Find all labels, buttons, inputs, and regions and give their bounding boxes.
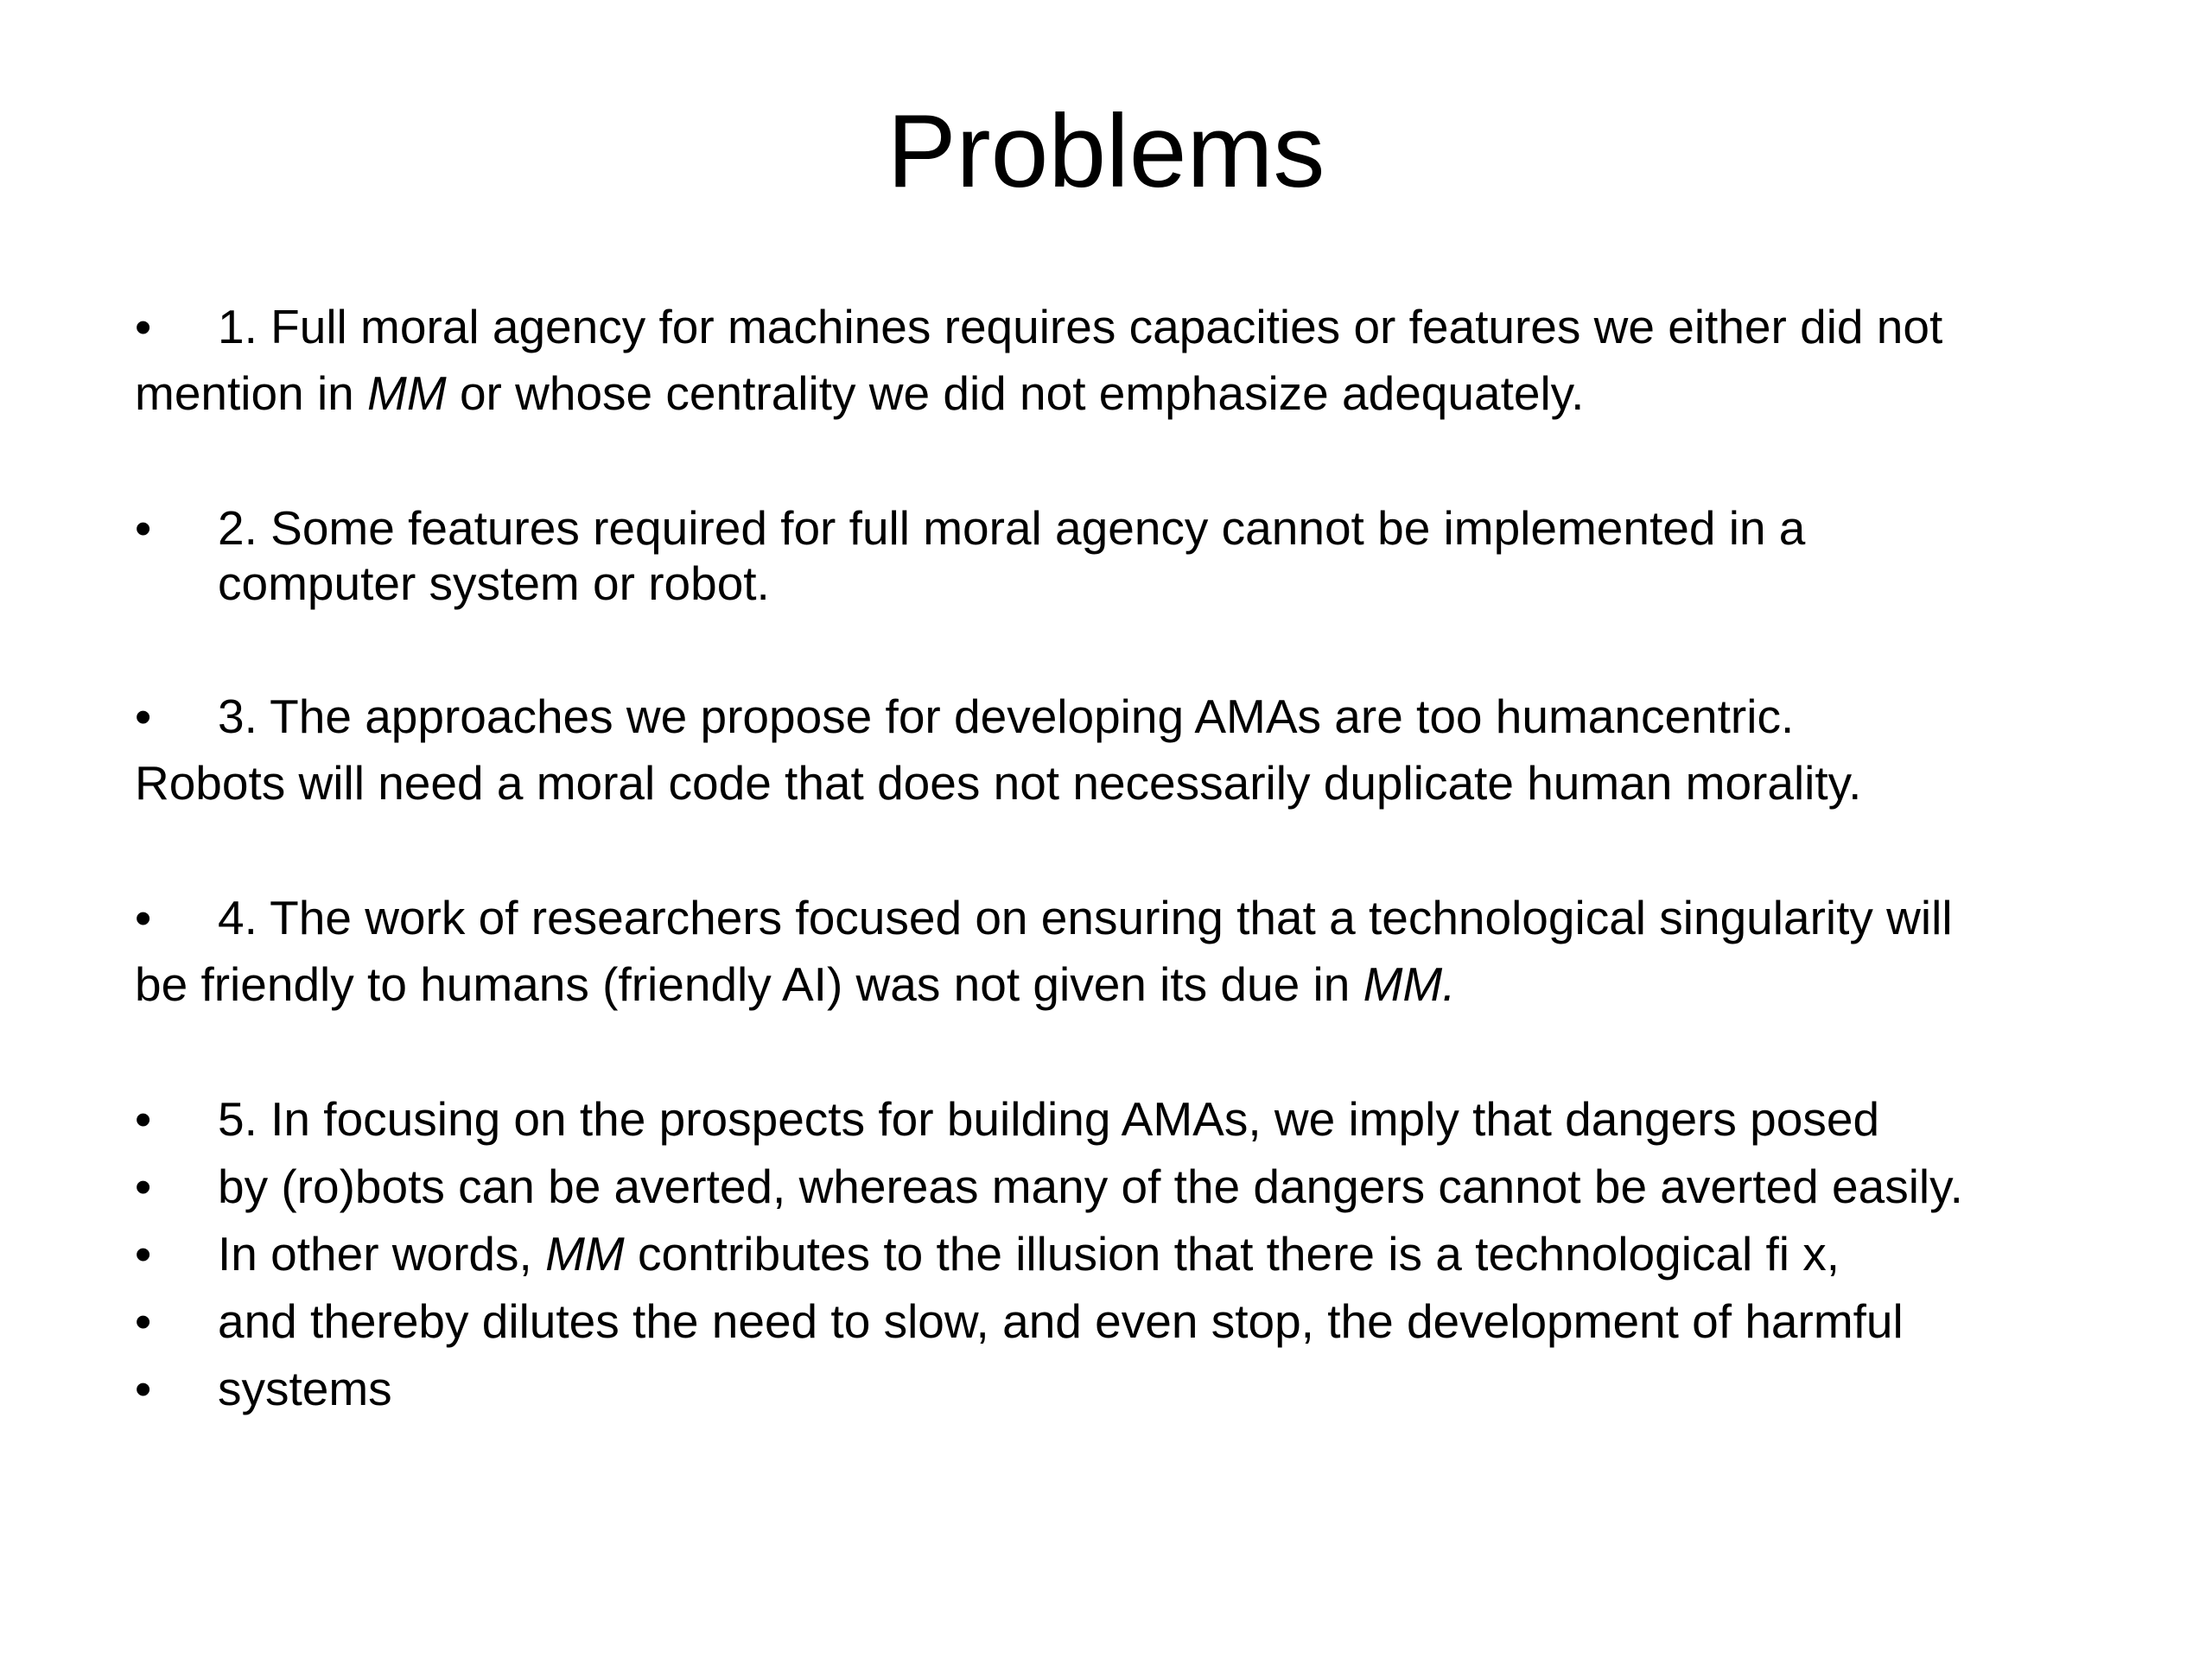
bullet: •	[135, 1294, 152, 1348]
item-1-text-2-em: MM	[367, 366, 447, 420]
item-4-text-2-em: MM.	[1363, 957, 1456, 1011]
item-1-line-2	[135, 365, 1584, 422]
bullet: •	[135, 1160, 152, 1213]
item-2-text: 2. Some features required for full moral agency cannot be implemented in a	[218, 501, 1806, 555]
item-5-text-3a: In other words,	[218, 1227, 546, 1281]
item-5-text-2: by (ro)bots can be averted, whereas many of the dangers cannot be averted easily.	[218, 1160, 1963, 1213]
bullet: •	[135, 1092, 152, 1146]
bullet: •	[135, 1227, 152, 1281]
item-5-text-5: systems	[218, 1362, 392, 1415]
item-1-text-2a: mention in	[135, 366, 368, 420]
item-4-text: 4. The work of researchers focused on ensuring that a technological singularity will	[218, 891, 1953, 944]
item-3-line-2: Robots will need a moral code that does not necessarily duplicate human morality.	[135, 756, 1862, 810]
bullet: •	[135, 300, 152, 353]
item-5-text-3b: contributes to the illusion that there is a technological fi x,	[624, 1227, 1840, 1281]
bullet: •	[135, 501, 152, 555]
item-5-text-3-em: MM	[545, 1227, 625, 1281]
bullet: •	[135, 891, 152, 944]
bullet: •	[135, 1362, 152, 1415]
item-5-text-3	[218, 1225, 1840, 1282]
item-3-text: 3. The approaches we propose for developing AMAs are too humancentric.	[218, 690, 1795, 743]
slide-title: Problems	[887, 93, 1325, 209]
item-5-text-1: 5. In focusing on the prospects for building AMAs, we imply that dangers posed	[218, 1092, 1880, 1146]
item-5-text-4: and thereby dilutes the need to slow, and even stop, the development of harmful	[218, 1294, 1904, 1348]
item-1-text-2b: or whose centrality we did not emphasize adequately.	[446, 366, 1585, 420]
item-4-line-2	[135, 956, 1456, 1013]
item-2-line-2: computer system or robot.	[218, 556, 770, 610]
item-1-text: 1. Full moral agency for machines requires capacities or features we either did not	[218, 300, 1943, 353]
item-4-text-2a: be friendly to humans (friendly AI) was not given its due in	[135, 957, 1363, 1011]
bullet: •	[135, 690, 152, 743]
